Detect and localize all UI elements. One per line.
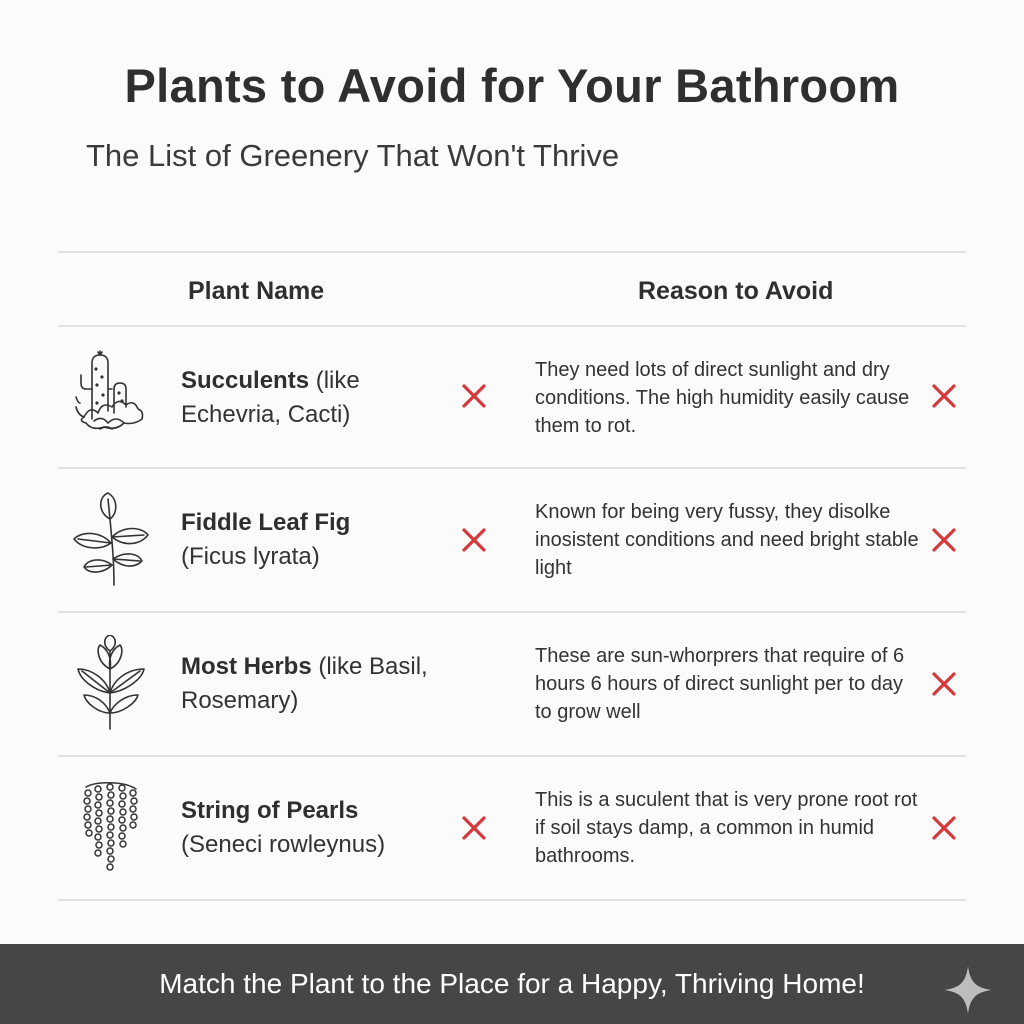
reason-text: Known for being very fussy, they disolke inosistent conditions and need bright stable light <box>535 501 919 579</box>
plant-name-bold: Most Herbs <box>181 653 312 680</box>
table-row <box>0 757 1024 899</box>
reason-text: This is a suculent that is very prone root rot if soil stays damp, a common in humid bathrooms. <box>535 789 918 867</box>
string-of-pearls-icon <box>70 779 158 875</box>
fiddle-leaf-fig-icon <box>70 491 158 587</box>
x-mark-icon <box>930 670 958 698</box>
cactus-succulent-icon <box>70 349 158 445</box>
x-mark-icon <box>930 526 958 554</box>
plant-name-line2: (Seneci rowleynus) <box>181 831 386 858</box>
column-header-plant: Plant Name <box>188 277 325 305</box>
reason-text: These are sun-whorprers that require of 6 hours 6 hours of direct sunlight per to day to grow well <box>535 645 905 723</box>
plant-name <box>181 327 451 469</box>
sparkle-icon <box>942 964 994 1016</box>
plant-name-bold: Succulents <box>181 367 310 394</box>
x-mark-icon <box>460 526 488 554</box>
divider <box>58 251 966 253</box>
footer-banner <box>0 944 1024 1024</box>
page-subtitle: The List of Greenery That Won't Thrive <box>86 138 620 173</box>
page-title: Plants to Avoid for Your Bathroom <box>124 59 900 112</box>
plant-name-line2: Rosemary) <box>181 687 299 714</box>
x-mark-icon <box>460 814 488 842</box>
plant-name <box>181 469 451 611</box>
footer-text: Match the Plant to the Place for a Happy, Thriving Home! <box>159 968 865 999</box>
reason-text: They need lots of direct sunlight and dry conditions. The high humidity easily cause them to rot. <box>535 359 910 437</box>
divider <box>58 899 966 901</box>
plant-name-detail: (like Basil, <box>311 653 428 680</box>
plant-name <box>181 757 451 899</box>
plant-name-bold: Fiddle Leaf Fig <box>181 509 351 536</box>
table-row <box>0 469 1024 611</box>
x-mark-icon <box>930 814 958 842</box>
column-header-reason: Reason to Avoid <box>638 277 834 305</box>
plant-name-detail: (like <box>309 367 360 394</box>
x-mark-icon <box>930 382 958 410</box>
plant-name <box>181 613 451 755</box>
plant-name-bold: String of Pearls <box>181 797 359 824</box>
table-row <box>0 327 1024 469</box>
table-row <box>0 613 1024 755</box>
herb-icon <box>70 635 158 731</box>
plant-name-line2: Echevria, Cacti) <box>181 401 351 428</box>
plant-name-line2: (Ficus lyrata) <box>181 543 320 570</box>
x-mark-icon <box>460 382 488 410</box>
